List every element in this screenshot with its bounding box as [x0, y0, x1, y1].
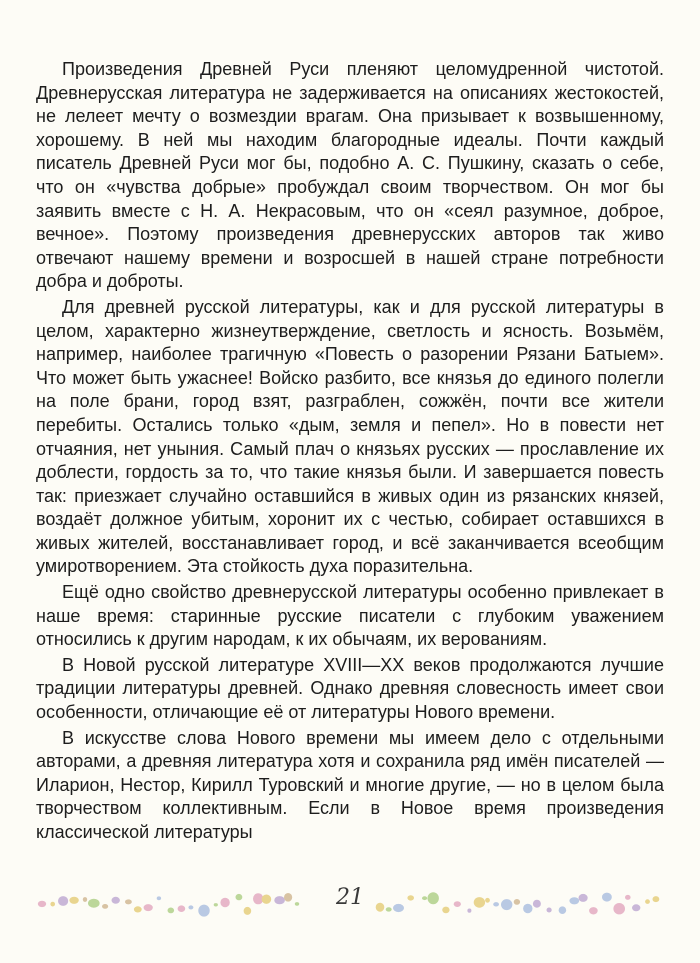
decor-dot	[523, 904, 532, 913]
decor-dot	[632, 904, 640, 911]
decorative-dots-right	[374, 883, 664, 923]
decor-dot	[613, 903, 625, 914]
decor-dot	[442, 907, 449, 914]
decor-dot	[653, 896, 660, 902]
decor-dot	[493, 902, 499, 906]
decor-dot	[547, 908, 552, 913]
decor-dot	[474, 897, 485, 908]
body-text	[36, 58, 664, 847]
decor-dot	[428, 892, 439, 904]
decor-dot	[467, 909, 471, 913]
decor-dot	[579, 894, 588, 902]
decor-dot	[602, 893, 612, 902]
page-number: 21	[336, 885, 364, 910]
decor-dot	[422, 896, 427, 900]
paragraph: В Новой русской литературе XVIII—XX веков продолжаются лучшие традиции литературы древней. Однако древняя словесность имеет свои особенности, отличающие её от литературы Нового времени.	[36, 654, 664, 723]
decor-dot	[645, 899, 650, 904]
decor-dot	[376, 903, 385, 912]
decor-dot	[393, 904, 404, 912]
decor-dot	[589, 907, 598, 914]
decor-dot	[454, 901, 461, 907]
decor-dot	[386, 907, 392, 911]
paragraph: Произведения Древней Руси пленяют целомудренной чистотой. Древнерусская литература не задерживается на описаниях жестокостей, не лелеет мечту о возмездии врагам. Она призывает к возвышенному, хорошему. В ней мы находим благородные идеалы. Почти каждый писатель Древней Руси мог бы, подобно А. С. Пушкину, сказать о себе, что он «чувства добрые» пробуждал своим творчеством. Он мог бы заявить вместе с Н. А. Некрасовым, что он «сеял разумное, доброе, вечное». Поэтому произведения древнерусских авторов так живо отвечают нашему времени и возросшей в нашей стране потребности добра и доброты.	[36, 59, 664, 292]
decor-dot	[514, 899, 520, 905]
paragraph: В искусстве слова Нового времени мы имеем дело с отдельными авторами, а древняя литература хотя и сохранила ряд имён писателей — Иларион, Нестор, Кирилл Туровский и многие другие, — но в целом была творчеством коллективным. Если в Новое время произведения классической литературы	[36, 727, 664, 842]
paragraph: Ещё одно свойство древнерусской литературы особенно привлекает в наше время: старинные русские писатели с глубоким уважением относились к другим народам, к их обычаям, их верованиям.	[36, 582, 664, 650]
decor-dot	[559, 906, 567, 914]
decor-dot	[485, 898, 490, 903]
decor-dot	[501, 899, 512, 910]
decor-dot	[407, 895, 414, 900]
decor-dot	[533, 900, 541, 908]
decor-dot	[569, 897, 579, 904]
decor-dot	[625, 895, 631, 900]
page-footer	[36, 883, 664, 923]
paragraph: Для древней русской литературы, как и для русской литературы в целом, характерно жизнеутверждение, светлость и ясность. Возьмём, например, наиболее трагичную «Повесть о разорении Рязани Батыем». Что может быть ужаснее! Войско разбито, все князья до единого полегли на поле брани, город взят, разграблен, сожжён, почти все жители перебиты. Остались только «дым, земля и пепел». Но в повести нет отчаяния, нет уныния. Самый плач о князьях русских — прославление их доблести, гордость за то, что такие князья были. И завершается повесть так: приезжает случайно оставшийся в живых один из рязанских князей, воздаёт должное убитым, хоронит их с честью, собирает оставшихся в живых жителей, восстанавливает город, и всё заканчивается всеобщим умиротворением. Эта стойкость духа поразительна.	[36, 296, 664, 577]
